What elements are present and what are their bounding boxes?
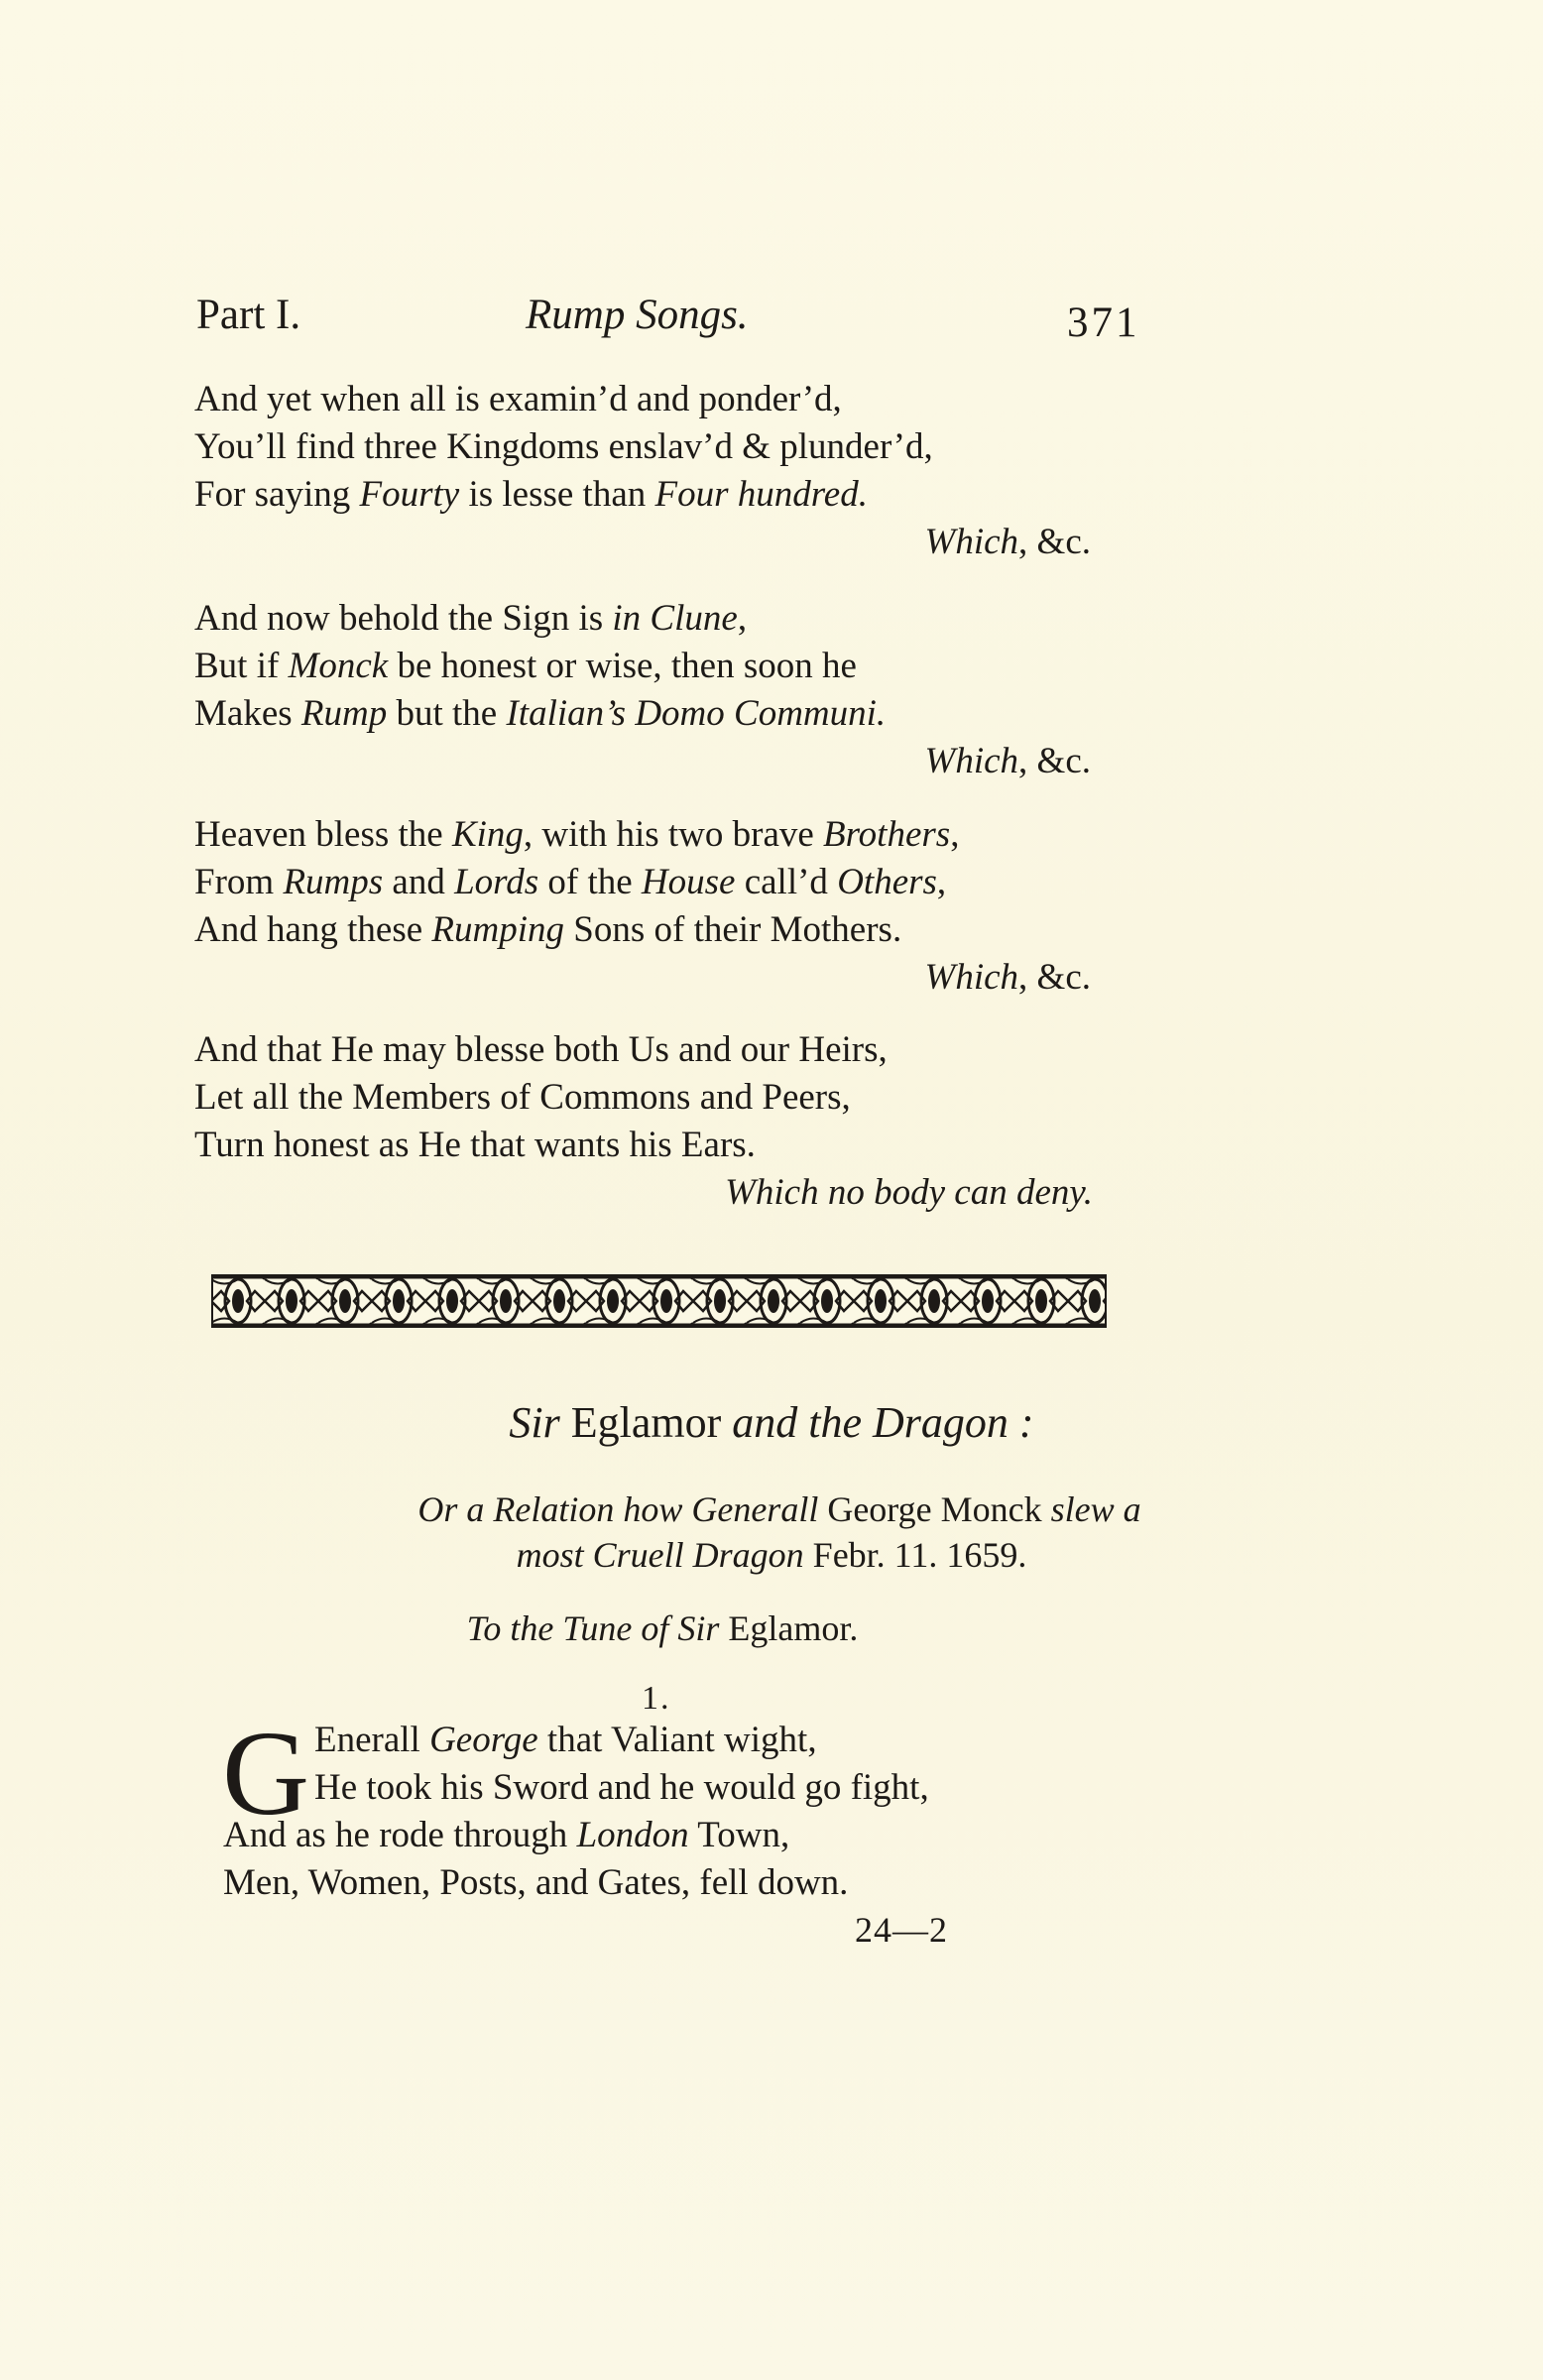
verse-line: You’ll find three Kingdoms enslav’d & plunder’d, xyxy=(194,426,933,467)
verse-line: From Rumps and Lords of the House call’d Others, xyxy=(194,862,947,902)
song-title: Sir Eglamor and the Dragon : xyxy=(509,1398,1034,1447)
song-subtitle-line: Or a Relation how Generall George Monck slew a xyxy=(417,1489,1141,1529)
verse-line: Turn honest as He that wants his Ears. xyxy=(194,1125,756,1165)
verse-line: And that He may blesse both Us and our Heirs, xyxy=(194,1029,888,1070)
refrain-line: Which no body can deny. xyxy=(725,1172,1093,1213)
verse-line: Heaven bless the King, with his two brave Brothers, xyxy=(194,814,960,855)
drop-cap: G xyxy=(222,1707,310,1841)
verse-line: And hang these Rumping Sons of their Mothers. xyxy=(194,909,902,950)
verse-line: And yet when all is examin’d and ponder’d, xyxy=(194,379,842,419)
refrain-line: Which, &c. xyxy=(924,957,1091,998)
part-label: Part I. xyxy=(196,292,301,338)
verse-line: And as he rode through London Town, xyxy=(223,1815,790,1855)
tune-line: To the Tune of Sir Eglamor. xyxy=(466,1608,859,1648)
verse-line: Let all the Members of Commons and Peers, xyxy=(194,1077,851,1118)
refrain-line: Which, &c. xyxy=(924,741,1091,781)
running-title: Rump Songs. xyxy=(526,292,749,338)
song-subtitle-line: most Cruell Dragon Febr. 11. 1659. xyxy=(516,1535,1027,1575)
refrain-line: Which, &c. xyxy=(924,522,1091,562)
verse-line: Enerall George that Valiant wight, xyxy=(314,1720,817,1760)
verse-line: Men, Women, Posts, and Gates, fell down. xyxy=(223,1862,849,1903)
signature-mark: 24—2 xyxy=(855,1910,948,1950)
stanza-number: 1. xyxy=(642,1680,671,1717)
verse-line: Makes Rump but the Italian’s Domo Communi. xyxy=(194,693,887,734)
page-number: 371 xyxy=(1067,299,1140,346)
verse-line: For saying Fourty is lesse than Four hundred. xyxy=(194,474,868,515)
verse-line: But if Monck be honest or wise, then soon he xyxy=(194,646,857,686)
verse-line: He took his Sword and he would go fight, xyxy=(314,1767,929,1808)
ornament-divider-icon xyxy=(211,1274,1107,1328)
verse-line: And now behold the Sign is in Clune, xyxy=(194,598,748,639)
